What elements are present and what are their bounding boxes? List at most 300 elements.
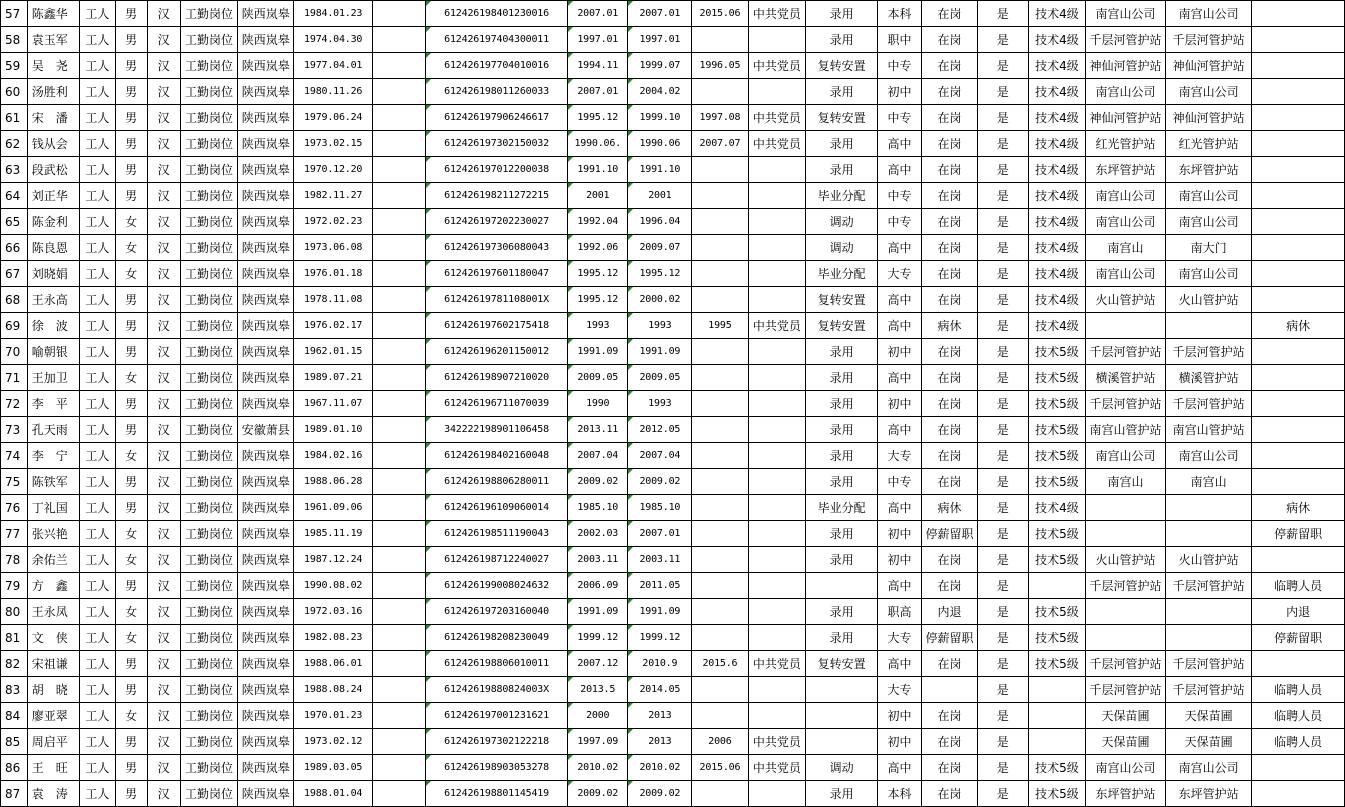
native-place-cell[interactable]: 陕西岚皋 <box>238 183 294 209</box>
political-status-cell[interactable]: 中共党员 <box>748 729 806 755</box>
blank-cell[interactable] <box>373 313 426 339</box>
blank-cell[interactable] <box>373 469 426 495</box>
post-type-cell[interactable]: 工勤岗位 <box>180 79 238 105</box>
id-number-cell[interactable]: 612426197001231621 <box>426 703 568 729</box>
education-cell[interactable]: 职中 <box>878 27 922 53</box>
work-start-cell[interactable]: 1994.11 <box>568 53 628 79</box>
flag-cell[interactable]: 是 <box>977 131 1028 157</box>
flag-cell[interactable]: 是 <box>977 183 1028 209</box>
native-place-cell[interactable]: 陕西岚皋 <box>238 313 294 339</box>
id-number-cell[interactable]: 61242619880824003X <box>426 677 568 703</box>
party-join-cell[interactable] <box>692 261 748 287</box>
status-cell[interactable]: 在岗 <box>922 781 978 807</box>
remark-cell[interactable] <box>1252 131 1345 157</box>
remark-cell[interactable] <box>1252 27 1345 53</box>
birth-date-cell[interactable]: 1990.08.02 <box>294 573 373 599</box>
skill-level-cell[interactable]: 技术5级 <box>1028 391 1085 417</box>
unit-join-cell[interactable]: 2000.02 <box>628 287 692 313</box>
job-type-cell[interactable]: 工人 <box>80 365 116 391</box>
political-status-cell[interactable] <box>748 547 806 573</box>
remark-cell[interactable] <box>1252 781 1345 807</box>
ethnicity-cell[interactable]: 汉 <box>147 339 180 365</box>
unit-join-cell[interactable]: 1991.10 <box>628 157 692 183</box>
unit-join-cell[interactable]: 2007.01 <box>628 1 692 27</box>
skill-level-cell[interactable]: 技术4级 <box>1028 79 1085 105</box>
flag-cell[interactable]: 是 <box>977 287 1028 313</box>
flag-cell[interactable]: 是 <box>977 469 1028 495</box>
work-start-cell[interactable]: 1990 <box>568 391 628 417</box>
post-type-cell[interactable]: 工勤岗位 <box>180 781 238 807</box>
work-start-cell[interactable]: 1995.12 <box>568 287 628 313</box>
post-cell[interactable]: 千层河管护站 <box>1165 677 1251 703</box>
birth-date-cell[interactable]: 1977.04.01 <box>294 53 373 79</box>
native-place-cell[interactable]: 陕西岚皋 <box>238 599 294 625</box>
post-cell[interactable]: 南宫山公司 <box>1165 183 1251 209</box>
post-type-cell[interactable]: 工勤岗位 <box>180 391 238 417</box>
name-cell[interactable]: 孔天雨 <box>27 417 79 443</box>
entry-method-cell[interactable]: 录用 <box>806 339 878 365</box>
unit-cell[interactable]: 南宫山公司 <box>1086 183 1166 209</box>
unit-join-cell[interactable]: 2010.9 <box>628 651 692 677</box>
id-number-cell[interactable]: 612426197306080043 <box>426 235 568 261</box>
skill-level-cell[interactable] <box>1028 703 1085 729</box>
skill-level-cell[interactable]: 技术4级 <box>1028 235 1085 261</box>
political-status-cell[interactable] <box>748 443 806 469</box>
unit-cell[interactable]: 千层河管护站 <box>1086 391 1166 417</box>
native-place-cell[interactable]: 陕西岚皋 <box>238 703 294 729</box>
blank-cell[interactable] <box>373 287 426 313</box>
political-status-cell[interactable] <box>748 261 806 287</box>
gender-cell[interactable]: 女 <box>115 209 147 235</box>
work-start-cell[interactable]: 2009.02 <box>568 469 628 495</box>
education-cell[interactable]: 高中 <box>878 651 922 677</box>
work-start-cell[interactable]: 1997.09 <box>568 729 628 755</box>
remark-cell[interactable] <box>1252 469 1345 495</box>
entry-method-cell[interactable]: 录用 <box>806 599 878 625</box>
unit-join-cell[interactable]: 2014.05 <box>628 677 692 703</box>
native-place-cell[interactable]: 陕西岚皋 <box>238 105 294 131</box>
post-cell[interactable]: 南宫山公司 <box>1165 1 1251 27</box>
post-type-cell[interactable]: 工勤岗位 <box>180 1 238 27</box>
name-cell[interactable]: 廖亚翠 <box>27 703 79 729</box>
entry-method-cell[interactable]: 毕业分配 <box>806 261 878 287</box>
post-type-cell[interactable]: 工勤岗位 <box>180 599 238 625</box>
name-cell[interactable]: 王 旺 <box>27 755 79 781</box>
native-place-cell[interactable]: 陕西岚皋 <box>238 391 294 417</box>
entry-method-cell[interactable]: 录用 <box>806 625 878 651</box>
entry-method-cell[interactable]: 录用 <box>806 391 878 417</box>
party-join-cell[interactable] <box>692 495 748 521</box>
native-place-cell[interactable]: 陕西岚皋 <box>238 287 294 313</box>
skill-level-cell[interactable]: 技术5级 <box>1028 599 1085 625</box>
entry-method-cell[interactable]: 录用 <box>806 417 878 443</box>
flag-cell[interactable]: 是 <box>977 313 1028 339</box>
ethnicity-cell[interactable]: 汉 <box>147 547 180 573</box>
unit-join-cell[interactable]: 2013 <box>628 729 692 755</box>
work-start-cell[interactable]: 1995.12 <box>568 261 628 287</box>
party-join-cell[interactable]: 2015.06 <box>692 1 748 27</box>
id-number-cell[interactable]: 612426196109060014 <box>426 495 568 521</box>
work-start-cell[interactable]: 2002.03 <box>568 521 628 547</box>
work-start-cell[interactable]: 2006.09 <box>568 573 628 599</box>
entry-method-cell[interactable]: 录用 <box>806 469 878 495</box>
post-type-cell[interactable]: 工勤岗位 <box>180 209 238 235</box>
post-type-cell[interactable]: 工勤岗位 <box>180 677 238 703</box>
blank-cell[interactable] <box>373 599 426 625</box>
unit-join-cell[interactable]: 1997.01 <box>628 27 692 53</box>
post-type-cell[interactable]: 工勤岗位 <box>180 495 238 521</box>
post-cell[interactable]: 火山管护站 <box>1165 287 1251 313</box>
gender-cell[interactable]: 男 <box>115 183 147 209</box>
job-type-cell[interactable]: 工人 <box>80 183 116 209</box>
status-cell[interactable]: 在岗 <box>922 235 978 261</box>
id-number-cell[interactable]: 612426197906246617 <box>426 105 568 131</box>
political-status-cell[interactable] <box>748 157 806 183</box>
party-join-cell[interactable] <box>692 547 748 573</box>
row-number[interactable]: 77 <box>1 521 28 547</box>
entry-method-cell[interactable]: 录用 <box>806 547 878 573</box>
job-type-cell[interactable]: 工人 <box>80 521 116 547</box>
ethnicity-cell[interactable]: 汉 <box>147 521 180 547</box>
remark-cell[interactable] <box>1252 157 1345 183</box>
status-cell[interactable] <box>922 677 978 703</box>
name-cell[interactable]: 徐 波 <box>27 313 79 339</box>
post-type-cell[interactable]: 工勤岗位 <box>180 53 238 79</box>
birth-date-cell[interactable]: 1988.06.28 <box>294 469 373 495</box>
blank-cell[interactable] <box>373 235 426 261</box>
blank-cell[interactable] <box>373 573 426 599</box>
unit-join-cell[interactable]: 2007.04 <box>628 443 692 469</box>
post-cell[interactable]: 千层河管护站 <box>1165 27 1251 53</box>
remark-cell[interactable] <box>1252 365 1345 391</box>
status-cell[interactable]: 在岗 <box>922 287 978 313</box>
job-type-cell[interactable]: 工人 <box>80 209 116 235</box>
status-cell[interactable]: 在岗 <box>922 1 978 27</box>
entry-method-cell[interactable]: 录用 <box>806 131 878 157</box>
blank-cell[interactable] <box>373 105 426 131</box>
blank-cell[interactable] <box>373 183 426 209</box>
row-number[interactable]: 79 <box>1 573 28 599</box>
remark-cell[interactable] <box>1252 651 1345 677</box>
post-cell[interactable]: 火山管护站 <box>1165 547 1251 573</box>
flag-cell[interactable]: 是 <box>977 79 1028 105</box>
unit-join-cell[interactable]: 2009.02 <box>628 781 692 807</box>
name-cell[interactable]: 段武松 <box>27 157 79 183</box>
ethnicity-cell[interactable]: 汉 <box>147 755 180 781</box>
unit-join-cell[interactable]: 2001 <box>628 183 692 209</box>
post-cell[interactable]: 千层河管护站 <box>1165 651 1251 677</box>
unit-cell[interactable] <box>1086 625 1166 651</box>
unit-join-cell[interactable]: 1991.09 <box>628 339 692 365</box>
education-cell[interactable]: 本科 <box>878 781 922 807</box>
unit-cell[interactable]: 红光管护站 <box>1086 131 1166 157</box>
post-type-cell[interactable]: 工勤岗位 <box>180 131 238 157</box>
education-cell[interactable]: 初中 <box>878 79 922 105</box>
native-place-cell[interactable]: 陕西岚皋 <box>238 339 294 365</box>
status-cell[interactable]: 在岗 <box>922 53 978 79</box>
work-start-cell[interactable]: 1992.06 <box>568 235 628 261</box>
unit-join-cell[interactable]: 1995.12 <box>628 261 692 287</box>
post-type-cell[interactable]: 工勤岗位 <box>180 729 238 755</box>
unit-cell[interactable]: 千层河管护站 <box>1086 27 1166 53</box>
birth-date-cell[interactable]: 1970.12.20 <box>294 157 373 183</box>
unit-join-cell[interactable]: 2012.05 <box>628 417 692 443</box>
unit-cell[interactable]: 南宫山公司 <box>1086 79 1166 105</box>
political-status-cell[interactable]: 中共党员 <box>748 131 806 157</box>
remark-cell[interactable]: 临聘人员 <box>1252 729 1345 755</box>
flag-cell[interactable]: 是 <box>977 209 1028 235</box>
skill-level-cell[interactable] <box>1028 677 1085 703</box>
id-number-cell[interactable]: 612426198907210020 <box>426 365 568 391</box>
party-join-cell[interactable]: 2015.06 <box>692 755 748 781</box>
native-place-cell[interactable]: 陕西岚皋 <box>238 1 294 27</box>
unit-join-cell[interactable]: 2009.02 <box>628 469 692 495</box>
work-start-cell[interactable]: 2013.11 <box>568 417 628 443</box>
name-cell[interactable]: 钱从会 <box>27 131 79 157</box>
flag-cell[interactable]: 是 <box>977 625 1028 651</box>
flag-cell[interactable]: 是 <box>977 105 1028 131</box>
gender-cell[interactable]: 男 <box>115 157 147 183</box>
blank-cell[interactable] <box>373 755 426 781</box>
status-cell[interactable]: 在岗 <box>922 157 978 183</box>
blank-cell[interactable] <box>373 703 426 729</box>
unit-join-cell[interactable]: 1999.10 <box>628 105 692 131</box>
party-join-cell[interactable]: 2007.07 <box>692 131 748 157</box>
unit-cell[interactable] <box>1086 495 1166 521</box>
unit-join-cell[interactable]: 2011.05 <box>628 573 692 599</box>
status-cell[interactable]: 在岗 <box>922 729 978 755</box>
blank-cell[interactable] <box>373 443 426 469</box>
gender-cell[interactable]: 女 <box>115 625 147 651</box>
flag-cell[interactable]: 是 <box>977 391 1028 417</box>
post-cell[interactable]: 南宫山公司 <box>1165 755 1251 781</box>
row-number[interactable]: 68 <box>1 287 28 313</box>
status-cell[interactable]: 在岗 <box>922 105 978 131</box>
job-type-cell[interactable]: 工人 <box>80 781 116 807</box>
status-cell[interactable]: 在岗 <box>922 703 978 729</box>
birth-date-cell[interactable]: 1989.03.05 <box>294 755 373 781</box>
gender-cell[interactable]: 女 <box>115 599 147 625</box>
post-cell[interactable]: 千层河管护站 <box>1165 339 1251 365</box>
ethnicity-cell[interactable]: 汉 <box>147 625 180 651</box>
post-type-cell[interactable]: 工勤岗位 <box>180 651 238 677</box>
id-number-cell[interactable]: 612426199008024632 <box>426 573 568 599</box>
birth-date-cell[interactable]: 1961.09.06 <box>294 495 373 521</box>
status-cell[interactable]: 在岗 <box>922 261 978 287</box>
id-number-cell[interactable]: 612426198011260033 <box>426 79 568 105</box>
id-number-cell[interactable]: 612426197601180047 <box>426 261 568 287</box>
name-cell[interactable]: 胡 晓 <box>27 677 79 703</box>
id-number-cell[interactable]: 61242619781108001X <box>426 287 568 313</box>
birth-date-cell[interactable]: 1982.11.27 <box>294 183 373 209</box>
birth-date-cell[interactable]: 1988.06.01 <box>294 651 373 677</box>
post-type-cell[interactable]: 工勤岗位 <box>180 703 238 729</box>
name-cell[interactable]: 陈鑫华 <box>27 1 79 27</box>
education-cell[interactable]: 大专 <box>878 625 922 651</box>
gender-cell[interactable]: 男 <box>115 105 147 131</box>
skill-level-cell[interactable]: 技术5级 <box>1028 651 1085 677</box>
birth-date-cell[interactable]: 1988.08.24 <box>294 677 373 703</box>
post-cell[interactable]: 南大门 <box>1165 235 1251 261</box>
party-join-cell[interactable] <box>692 443 748 469</box>
row-number[interactable]: 76 <box>1 495 28 521</box>
native-place-cell[interactable]: 陕西岚皋 <box>238 469 294 495</box>
gender-cell[interactable]: 男 <box>115 79 147 105</box>
education-cell[interactable]: 职高 <box>878 599 922 625</box>
native-place-cell[interactable]: 安徽萧县 <box>238 417 294 443</box>
ethnicity-cell[interactable]: 汉 <box>147 781 180 807</box>
post-cell[interactable]: 红光管护站 <box>1165 131 1251 157</box>
id-number-cell[interactable]: 612426198401230016 <box>426 1 568 27</box>
name-cell[interactable]: 张兴艳 <box>27 521 79 547</box>
education-cell[interactable]: 中专 <box>878 105 922 131</box>
skill-level-cell[interactable]: 技术5级 <box>1028 755 1085 781</box>
status-cell[interactable]: 在岗 <box>922 183 978 209</box>
entry-method-cell[interactable]: 复转安置 <box>806 313 878 339</box>
post-type-cell[interactable]: 工勤岗位 <box>180 261 238 287</box>
remark-cell[interactable] <box>1252 391 1345 417</box>
birth-date-cell[interactable]: 1962.01.15 <box>294 339 373 365</box>
gender-cell[interactable]: 男 <box>115 53 147 79</box>
post-cell[interactable]: 南宫山公司 <box>1165 79 1251 105</box>
entry-method-cell[interactable]: 录用 <box>806 157 878 183</box>
unit-join-cell[interactable]: 2009.07 <box>628 235 692 261</box>
native-place-cell[interactable]: 陕西岚皋 <box>238 365 294 391</box>
post-cell[interactable] <box>1165 599 1251 625</box>
job-type-cell[interactable]: 工人 <box>80 703 116 729</box>
name-cell[interactable]: 丁礼国 <box>27 495 79 521</box>
job-type-cell[interactable]: 工人 <box>80 157 116 183</box>
birth-date-cell[interactable]: 1973.02.12 <box>294 729 373 755</box>
ethnicity-cell[interactable]: 汉 <box>147 131 180 157</box>
ethnicity-cell[interactable]: 汉 <box>147 365 180 391</box>
ethnicity-cell[interactable]: 汉 <box>147 391 180 417</box>
skill-level-cell[interactable]: 技术5级 <box>1028 417 1085 443</box>
education-cell[interactable]: 初中 <box>878 729 922 755</box>
education-cell[interactable]: 大专 <box>878 261 922 287</box>
skill-level-cell[interactable]: 技术4级 <box>1028 495 1085 521</box>
gender-cell[interactable]: 男 <box>115 729 147 755</box>
blank-cell[interactable] <box>373 131 426 157</box>
work-start-cell[interactable]: 1995.12 <box>568 105 628 131</box>
remark-cell[interactable] <box>1252 1 1345 27</box>
skill-level-cell[interactable]: 技术4级 <box>1028 313 1085 339</box>
skill-level-cell[interactable]: 技术5级 <box>1028 339 1085 365</box>
blank-cell[interactable] <box>373 157 426 183</box>
native-place-cell[interactable]: 陕西岚皋 <box>238 625 294 651</box>
gender-cell[interactable]: 男 <box>115 573 147 599</box>
flag-cell[interactable]: 是 <box>977 729 1028 755</box>
flag-cell[interactable]: 是 <box>977 339 1028 365</box>
native-place-cell[interactable]: 陕西岚皋 <box>238 131 294 157</box>
row-number[interactable]: 78 <box>1 547 28 573</box>
ethnicity-cell[interactable]: 汉 <box>147 261 180 287</box>
entry-method-cell[interactable]: 录用 <box>806 27 878 53</box>
native-place-cell[interactable]: 陕西岚皋 <box>238 755 294 781</box>
post-type-cell[interactable]: 工勤岗位 <box>180 625 238 651</box>
political-status-cell[interactable] <box>748 495 806 521</box>
id-number-cell[interactable]: 612426198806280011 <box>426 469 568 495</box>
unit-join-cell[interactable]: 1999.12 <box>628 625 692 651</box>
entry-method-cell[interactable] <box>806 677 878 703</box>
unit-join-cell[interactable]: 1985.10 <box>628 495 692 521</box>
work-start-cell[interactable]: 2007.01 <box>568 1 628 27</box>
post-cell[interactable]: 神仙河管护站 <box>1165 53 1251 79</box>
remark-cell[interactable] <box>1252 105 1345 131</box>
unit-join-cell[interactable]: 2004.02 <box>628 79 692 105</box>
id-number-cell[interactable]: 612426198208230049 <box>426 625 568 651</box>
native-place-cell[interactable]: 陕西岚皋 <box>238 521 294 547</box>
id-number-cell[interactable]: 612426197704010016 <box>426 53 568 79</box>
post-type-cell[interactable]: 工勤岗位 <box>180 443 238 469</box>
skill-level-cell[interactable]: 技术4级 <box>1028 53 1085 79</box>
unit-join-cell[interactable]: 2010.02 <box>628 755 692 781</box>
skill-level-cell[interactable]: 技术5级 <box>1028 443 1085 469</box>
blank-cell[interactable] <box>373 391 426 417</box>
job-type-cell[interactable]: 工人 <box>80 443 116 469</box>
skill-level-cell[interactable]: 技术4级 <box>1028 1 1085 27</box>
political-status-cell[interactable] <box>748 79 806 105</box>
unit-cell[interactable]: 火山管护站 <box>1086 287 1166 313</box>
blank-cell[interactable] <box>373 781 426 807</box>
party-join-cell[interactable] <box>692 625 748 651</box>
work-start-cell[interactable]: 1993 <box>568 313 628 339</box>
education-cell[interactable]: 高中 <box>878 495 922 521</box>
native-place-cell[interactable]: 陕西岚皋 <box>238 573 294 599</box>
education-cell[interactable]: 中专 <box>878 53 922 79</box>
unit-cell[interactable]: 千层河管护站 <box>1086 651 1166 677</box>
entry-method-cell[interactable]: 调动 <box>806 235 878 261</box>
unit-join-cell[interactable]: 2013 <box>628 703 692 729</box>
party-join-cell[interactable] <box>692 157 748 183</box>
birth-date-cell[interactable]: 1984.02.16 <box>294 443 373 469</box>
blank-cell[interactable] <box>373 417 426 443</box>
row-number[interactable]: 75 <box>1 469 28 495</box>
name-cell[interactable]: 陈金利 <box>27 209 79 235</box>
political-status-cell[interactable] <box>748 703 806 729</box>
remark-cell[interactable]: 病休 <box>1252 495 1345 521</box>
work-start-cell[interactable]: 2009.02 <box>568 781 628 807</box>
id-number-cell[interactable]: 612426197202230027 <box>426 209 568 235</box>
work-start-cell[interactable]: 2007.01 <box>568 79 628 105</box>
unit-cell[interactable]: 火山管护站 <box>1086 547 1166 573</box>
flag-cell[interactable]: 是 <box>977 781 1028 807</box>
name-cell[interactable]: 王永高 <box>27 287 79 313</box>
name-cell[interactable]: 王加卫 <box>27 365 79 391</box>
post-type-cell[interactable]: 工勤岗位 <box>180 521 238 547</box>
education-cell[interactable]: 中专 <box>878 183 922 209</box>
job-type-cell[interactable]: 工人 <box>80 677 116 703</box>
flag-cell[interactable]: 是 <box>977 235 1028 261</box>
native-place-cell[interactable]: 陕西岚皋 <box>238 443 294 469</box>
name-cell[interactable]: 余佑兰 <box>27 547 79 573</box>
work-start-cell[interactable]: 2013.5 <box>568 677 628 703</box>
party-join-cell[interactable] <box>692 781 748 807</box>
post-type-cell[interactable]: 工勤岗位 <box>180 339 238 365</box>
gender-cell[interactable]: 男 <box>115 339 147 365</box>
ethnicity-cell[interactable]: 汉 <box>147 183 180 209</box>
post-type-cell[interactable]: 工勤岗位 <box>180 417 238 443</box>
job-type-cell[interactable]: 工人 <box>80 339 116 365</box>
row-number[interactable]: 60 <box>1 79 28 105</box>
skill-level-cell[interactable]: 技术4级 <box>1028 105 1085 131</box>
skill-level-cell[interactable]: 技术4级 <box>1028 183 1085 209</box>
flag-cell[interactable]: 是 <box>977 27 1028 53</box>
post-type-cell[interactable]: 工勤岗位 <box>180 105 238 131</box>
work-start-cell[interactable]: 2003.11 <box>568 547 628 573</box>
blank-cell[interactable] <box>373 79 426 105</box>
post-type-cell[interactable]: 工勤岗位 <box>180 547 238 573</box>
